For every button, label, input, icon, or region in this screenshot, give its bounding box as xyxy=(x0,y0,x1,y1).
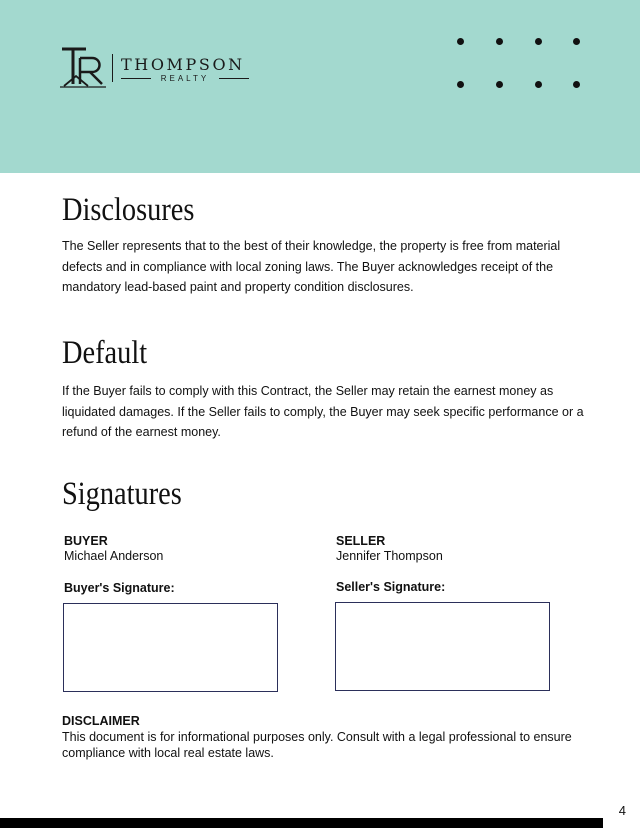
buyer-label: BUYER xyxy=(64,534,108,548)
disclosures-heading: Disclosures xyxy=(62,192,195,228)
disclaimer-heading: DISCLAIMER xyxy=(62,714,140,728)
default-heading: Default xyxy=(62,335,148,371)
header-band xyxy=(0,0,640,173)
dot xyxy=(496,81,503,88)
dot xyxy=(573,38,580,45)
seller-name: Jennifer Thompson xyxy=(336,549,443,563)
buyer-name: Michael Anderson xyxy=(64,549,164,563)
seller-signature-label: Seller's Signature: xyxy=(336,580,446,594)
dot xyxy=(457,38,464,45)
subtitle-rule-left xyxy=(121,78,151,79)
page-number: 4 xyxy=(618,803,626,818)
dot xyxy=(573,81,580,88)
seller-label: SELLER xyxy=(336,534,386,548)
logo-divider xyxy=(112,54,113,82)
decorative-dots xyxy=(457,38,581,88)
buyer-signature-box[interactable] xyxy=(63,603,278,692)
signatures-heading: Signatures xyxy=(62,476,182,512)
buyer-signature-label: Buyer's Signature: xyxy=(64,581,175,595)
dot xyxy=(457,81,464,88)
brand-subtitle: REALTY xyxy=(160,74,210,83)
subtitle-rule-right xyxy=(219,78,249,79)
brand-subtitle-row xyxy=(121,74,249,84)
disclosures-text: The Seller represents that to the best of their knowledge, the property is free from material defects and in compliance with local zoning laws. The Buyer acknowledges receipt of the mandatory lead-based paint and property condition disclosures. xyxy=(62,239,561,294)
dot xyxy=(535,81,542,88)
company-logo xyxy=(60,46,255,90)
dot xyxy=(496,38,503,45)
seller-signature-box[interactable] xyxy=(335,602,550,691)
footer-bar xyxy=(0,818,603,828)
disclaimer-text: This document is for informational purposes only. Consult with a legal professional to ensure compliance with local real estate laws. xyxy=(62,730,572,760)
dot xyxy=(535,38,542,45)
brand-name: THOMPSON xyxy=(121,55,245,74)
tr-monogram-icon xyxy=(60,46,106,88)
default-text: If the Buyer fails to comply with this Contract, the Seller may retain the earnest money as liquidated damages. If the Seller fails to comply, the Buyer may seek specific performance or a refund of the earnest money. xyxy=(62,384,584,439)
